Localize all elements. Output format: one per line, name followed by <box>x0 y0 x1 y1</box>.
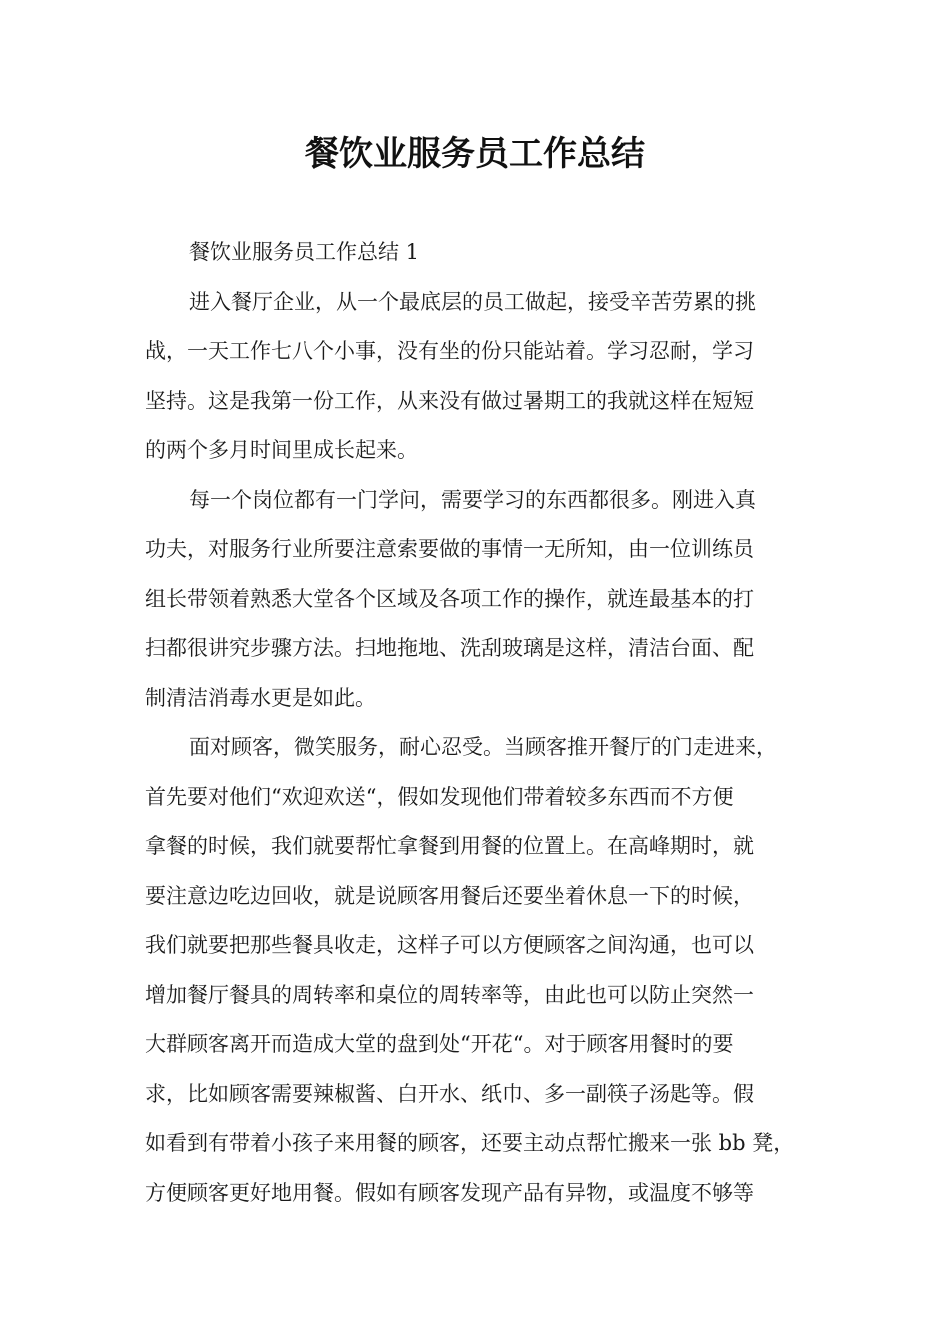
paragraph-line: 方便顾客更好地用餐。假如有顾客发现产品有异物，或温度不够等 <box>145 1180 754 1205</box>
paragraph-line: 进入餐厅企业，从一个最底层的员工做起，接受辛苦劳累的挑 <box>189 289 756 314</box>
paragraph-line: 面对顾客，微笑服务，耐心忍受。当顾客推开餐厅的门走进来， <box>189 735 777 759</box>
paragraph-line: 的两个多月时间里成长起来。 <box>145 438 418 462</box>
section-heading: 餐饮业服务员工作总结 1 <box>189 240 420 264</box>
paragraph-line: 大群顾客离开而造成大堂的盘到处“开花“。对于顾客用餐时的要 <box>145 1032 734 1056</box>
paragraph-line: 功夫，对服务行业所要注意索要做的事情一无所知，由一位训练员 <box>145 537 754 561</box>
paragraph-line: 拿餐的时候，我们就要帮忙拿餐到用餐的位置上。在高峰期时，就 <box>145 834 754 858</box>
document-body <box>145 228 807 1218</box>
paragraph-line: 每一个岗位都有一门学问，需要学习的东西都很多。刚进入真 <box>189 487 756 512</box>
document-title: 餐饮业服务员工作总结 <box>305 134 645 174</box>
paragraph-line: 组长带领着熟悉大堂各个区域及各项工作的操作，就连最基本的打 <box>145 586 754 611</box>
paragraph-line: 战，一天工作七八个小事，没有坐的份只能站着。学习忍耐，学习 <box>145 339 754 363</box>
paragraph-line: 求，比如顾客需要辣椒酱、白开水、纸巾、多一副筷子汤匙等。假 <box>145 1081 754 1106</box>
paragraph-line: 如看到有带着小孩子来用餐的顾客，还要主动点帮忙搬来一张 bb 凳， <box>145 1131 795 1155</box>
paragraph-line: 制清洁消毒水更是如此。 <box>145 685 376 710</box>
paragraph-line: 坚持。这是我第一份工作，从来没有做过暑期工的我就这样在短短 <box>145 388 754 413</box>
paragraph-line: 首先要对他们“欢迎欢送“，假如发现他们带着较多东西而不方便 <box>145 784 734 809</box>
paragraph-line: 扫都很讲究步骤方法。扫地拖地、洗刮玻璃是这样，清洁台面、配 <box>145 636 754 660</box>
paragraph-line: 要注意边吃边回收，就是说顾客用餐后还要坐着休息一下的时候， <box>145 883 754 908</box>
paragraph-line: 增加餐厅餐具的周转率和桌位的周转率等，由此也可以防止突然一 <box>145 982 754 1007</box>
paragraph-line: 我们就要把那些餐具收走，这样子可以方便顾客之间沟通，也可以 <box>145 933 754 957</box>
